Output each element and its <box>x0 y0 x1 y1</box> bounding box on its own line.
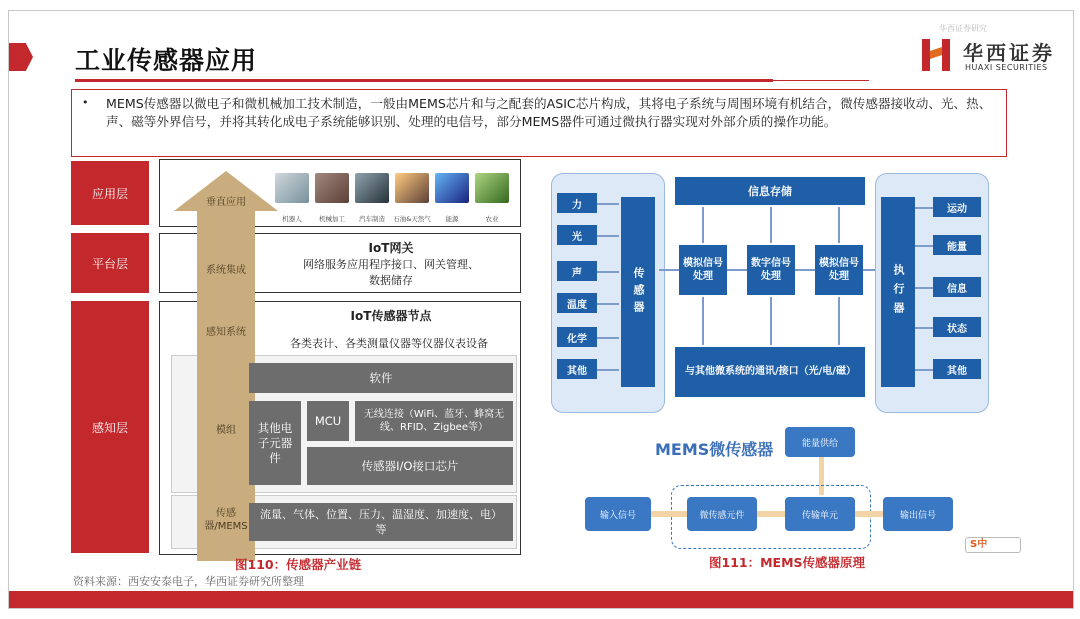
analog-processing-box-2: 模拟信号处理 <box>815 245 863 295</box>
wireless-box: 无线连接（WiFi、蓝牙、蜂窝无线、RFID、Zigbee等） <box>355 401 513 441</box>
automotive-image <box>355 173 389 203</box>
slide <box>8 10 1074 609</box>
thumb-label: 汽车制造 <box>359 215 385 223</box>
transfer-unit-box: 传输单元 <box>785 497 855 531</box>
bullet: • <box>82 96 89 109</box>
arrow <box>915 327 933 329</box>
thumb-label: 机械加工 <box>319 215 345 223</box>
input-other: 其他 <box>557 359 597 379</box>
logo-name-cn: 华西证券 <box>963 41 1055 65</box>
mems-title: MEMS微传感器 <box>655 440 774 459</box>
layer-platform: 平台层 <box>71 233 149 293</box>
title-underline <box>75 79 773 82</box>
arrow <box>597 369 619 371</box>
agriculture-image <box>475 173 509 203</box>
thumb-label: 机器人 <box>282 215 302 223</box>
io-chip-box: 传感器I/O接口芯片 <box>307 447 513 485</box>
iot-node-title: IoT传感器节点 <box>350 309 432 323</box>
output-state: 状态 <box>933 317 981 337</box>
arrow <box>597 271 619 273</box>
footer-bar <box>9 591 1073 608</box>
ime-toolbar-badge[interactable]: S中 <box>965 537 1021 553</box>
input-temperature: 温度 <box>557 293 597 313</box>
page-title: 工业传感器应用 <box>75 46 258 75</box>
arrow <box>702 207 704 243</box>
machining-image <box>315 173 349 203</box>
huaxi-logo-icon <box>921 37 951 73</box>
arrow <box>915 207 933 209</box>
arrow <box>838 297 840 345</box>
power-box: 能量供给 <box>785 427 855 457</box>
output-energy: 能量 <box>933 235 981 255</box>
arrow <box>770 297 772 345</box>
gateway-line2: 数据储存 <box>369 274 413 287</box>
arrow <box>597 337 619 339</box>
title-underline-thin <box>773 80 869 81</box>
figure-110-caption: 图110：传感器产业链 <box>235 557 362 572</box>
oil-gas-image <box>395 173 429 203</box>
input-sound: 声 <box>557 261 597 281</box>
thumb-label: 能源 <box>445 215 459 223</box>
energy-image <box>435 173 469 203</box>
output-signal-box: 输出信号 <box>883 497 953 531</box>
figure-111-caption: 图111：MEMS传感器原理 <box>709 555 866 570</box>
arrow <box>915 369 933 371</box>
analog-processing-box: 模拟信号处理 <box>679 245 727 295</box>
label-system-integration: 系统集成 <box>206 265 246 276</box>
thumb-label: 农业 <box>485 215 499 223</box>
gateway-line1: 网络服务应用程序接口、网关管理、 <box>303 258 479 271</box>
flow-arrow <box>651 511 687 517</box>
source-note: 资料来源：西安安泰电子，华西证券研究所整理 <box>73 575 304 588</box>
input-signal-box: 输入信号 <box>585 497 651 531</box>
arrow <box>597 303 619 305</box>
output-motion: 运动 <box>933 197 981 217</box>
label-perception-system: 感知系统 <box>206 327 246 338</box>
layer-application: 应用层 <box>71 161 149 225</box>
software-box: 软件 <box>249 363 513 393</box>
gateway-title: IoT网关 <box>368 241 414 255</box>
other-components-box: 其他电子元器件 <box>249 401 301 485</box>
watermark-text: 华西证券研究 <box>939 24 987 33</box>
mcu-box: MCU <box>307 401 349 441</box>
arrow <box>795 269 815 271</box>
label-vertical-app: 垂直应用 <box>206 197 246 208</box>
flow-arrow <box>855 511 883 517</box>
title-marker <box>9 43 33 71</box>
label-sensor-mems: 传感器/MEMS <box>204 508 248 532</box>
arrow <box>838 207 840 243</box>
logo-name-en: HUAXI SECURITIES <box>965 63 1048 72</box>
sensing-element-box: 微传感元件 <box>687 497 757 531</box>
sensor-block: 传感器 <box>621 197 655 387</box>
label-module: 模组 <box>216 425 236 436</box>
output-other: 其他 <box>933 359 981 379</box>
arrow <box>770 207 772 243</box>
arrow <box>915 287 933 289</box>
output-information: 信息 <box>933 277 981 297</box>
layer-perception: 感知层 <box>71 301 149 553</box>
thumb-label: 石油&天然气 <box>393 215 431 223</box>
input-force: 力 <box>557 193 597 213</box>
robot-image <box>275 173 309 203</box>
input-light: 光 <box>557 225 597 245</box>
summary-box <box>71 89 1007 157</box>
iot-node-subtitle: 各类表计、各类测量仪器等仪器仪表设备 <box>290 337 488 350</box>
sensor-types-box: 流量、气体、位置、压力、温湿度、加速度、电）等 <box>249 503 513 541</box>
info-storage-box: 信息存储 <box>675 177 865 205</box>
arrow <box>702 297 704 345</box>
summary-text: MEMS传感器以微电子和微机械加工技术制造，一般由MEMS芯片和与之配套的ASIC芯片构成，其将电子系统与周围环境有机结合，微传感器接收动、光、热、声、磁等外界信号，并将其转化成电子系统能够识别、处理的电信号，部分MEMS器件可通过微执行器实现对外部介质的操作功能。 <box>106 96 992 129</box>
interface-box: 与其他微系统的通讯/接口（光/电/磁） <box>675 347 865 397</box>
input-chemical: 化学 <box>557 327 597 347</box>
arrow <box>597 235 619 237</box>
flow-arrow <box>757 511 785 517</box>
actuator-block: 执行器 <box>881 197 915 387</box>
arrow <box>659 269 679 271</box>
arrow <box>727 269 747 271</box>
arrow <box>915 245 933 247</box>
arrow <box>597 203 619 205</box>
digital-processing-box: 数字信号处理 <box>747 245 795 295</box>
